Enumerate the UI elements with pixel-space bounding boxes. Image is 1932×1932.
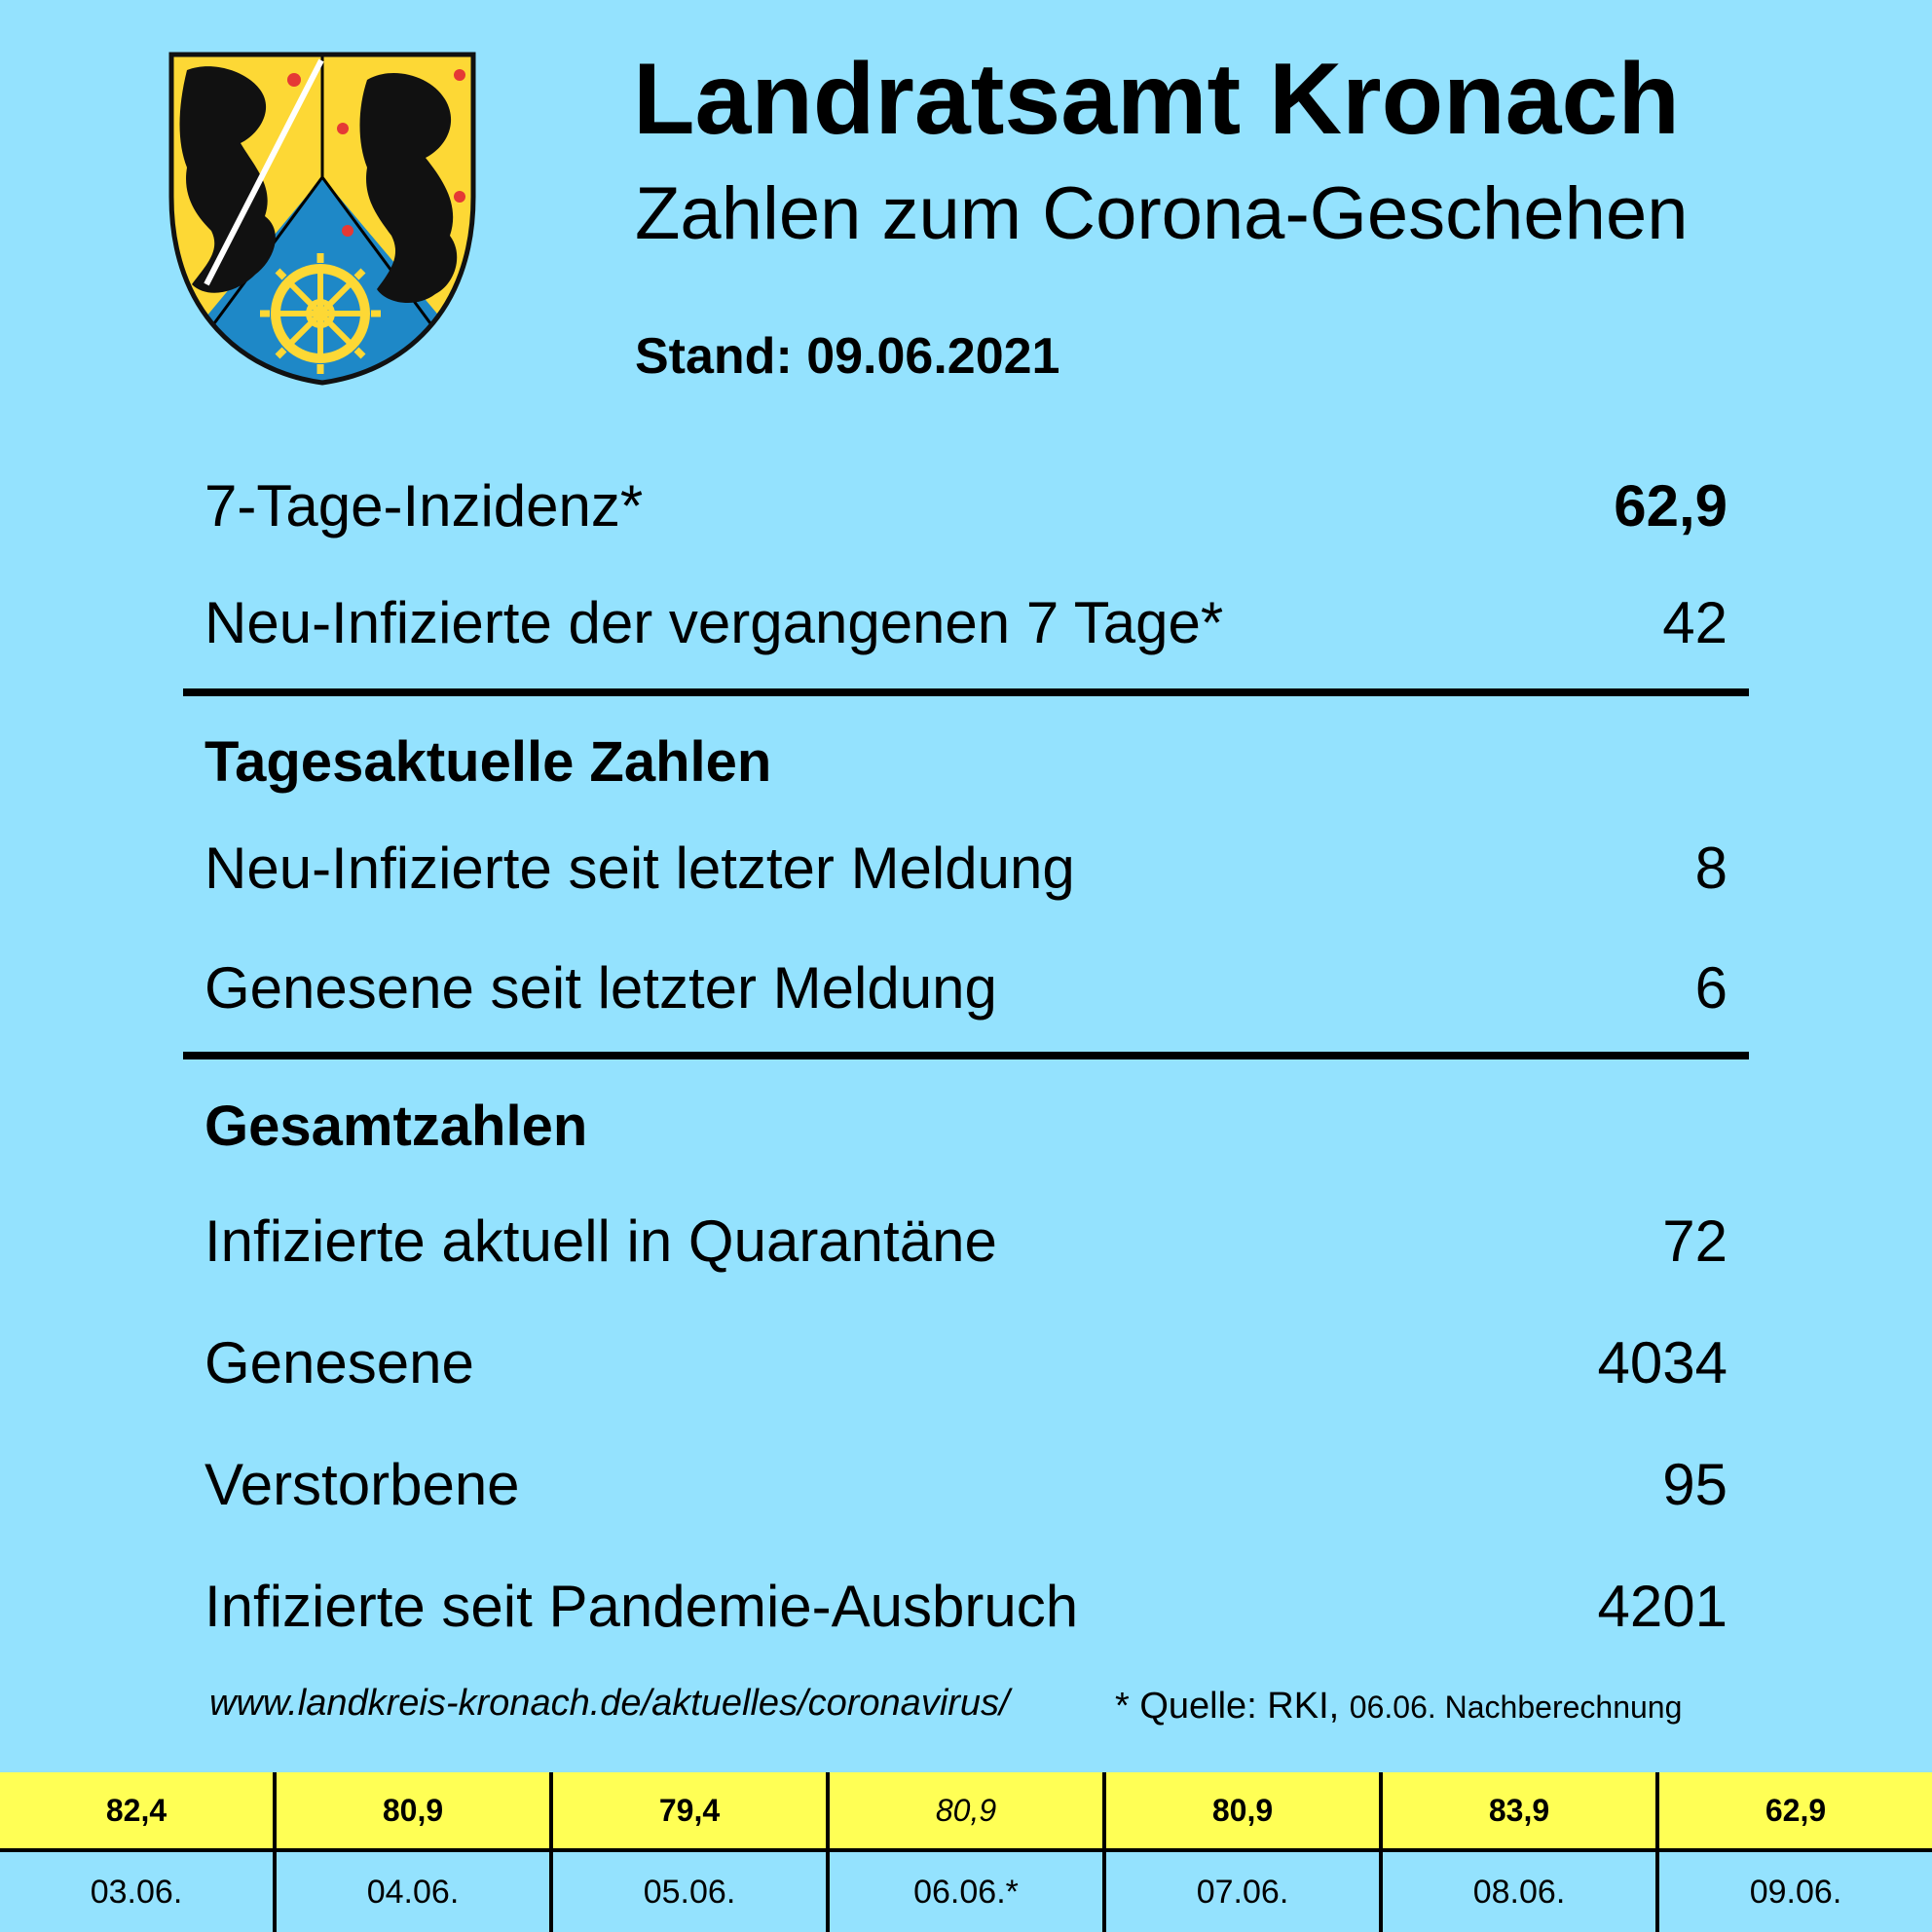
daily-value: 8 [1694, 836, 1728, 901]
history-date: 04.06. [277, 1852, 553, 1932]
totals-row [204, 1452, 1728, 1517]
page-subtitle: Zahlen zum Corona-Geschehen [635, 172, 1689, 255]
totals-row [204, 1574, 1728, 1639]
daily-label: Neu-Infizierte seit letzter Meldung [204, 836, 1075, 901]
incidence-row [204, 473, 1728, 539]
daily-row [204, 955, 1728, 1021]
source-label: * Quelle: RKI, [1115, 1686, 1340, 1727]
incidence-label: 7-Tage-Inzidenz* [204, 473, 644, 539]
new7-label: Neu-Infizierte der vergangenen 7 Tage* [204, 590, 1224, 655]
source-note [1115, 1688, 1682, 1725]
history-date: 07.06. [1106, 1852, 1383, 1932]
report-date: Stand: 09.06.2021 [635, 328, 1060, 385]
history-value: 80,9 [1106, 1772, 1383, 1848]
daily-label: Genesene seit letzter Meldung [204, 955, 997, 1021]
new7-row [204, 590, 1728, 655]
coat-of-arms-logo [167, 51, 477, 387]
history-dates-row [0, 1852, 1932, 1932]
history-date: 08.06. [1383, 1852, 1659, 1932]
daily-value: 6 [1694, 955, 1728, 1021]
totals-value: 95 [1662, 1452, 1728, 1517]
history-value: 80,9 [830, 1772, 1106, 1848]
website-link[interactable]: www.landkreis-kronach.de/aktuelles/coronavirus/ [209, 1683, 1010, 1724]
history-value: 79,4 [553, 1772, 830, 1848]
totals-row [204, 1330, 1728, 1395]
history-date: 03.06. [0, 1852, 277, 1932]
history-date: 06.06.* [830, 1852, 1106, 1932]
history-value: 62,9 [1765, 1792, 1827, 1828]
source-detail: 06.06. Nachberechnung [1349, 1690, 1683, 1725]
totals-label: Verstorbene [204, 1452, 520, 1517]
divider [183, 688, 1749, 696]
history-value: 82,4 [0, 1772, 277, 1848]
history-date: 05.06. [553, 1852, 830, 1932]
history-values-row [0, 1772, 1932, 1848]
totals-value: 4034 [1597, 1330, 1728, 1395]
totals-value: 72 [1662, 1208, 1728, 1274]
totals-label: Infizierte seit Pandemie-Ausbruch [204, 1574, 1079, 1639]
new7-value: 42 [1662, 590, 1728, 655]
incidence-value: 62,9 [1614, 473, 1728, 539]
daily-heading: Tagesaktuelle Zahlen [204, 730, 772, 794]
incidence-history-table [0, 1772, 1932, 1932]
history-value: 80,9 [277, 1772, 553, 1848]
page-title: Landratsamt Kronach [633, 43, 1680, 156]
totals-label: Infizierte aktuell in Quarantäne [204, 1208, 997, 1274]
totals-heading: Gesamtzahlen [204, 1095, 588, 1158]
history-value: 83,9 [1383, 1772, 1659, 1848]
divider [183, 1052, 1749, 1059]
totals-row [204, 1208, 1728, 1274]
daily-row [204, 836, 1728, 901]
totals-value: 4201 [1597, 1574, 1728, 1639]
history-date: 09.06. [1749, 1873, 1842, 1911]
totals-label: Genesene [204, 1330, 474, 1395]
